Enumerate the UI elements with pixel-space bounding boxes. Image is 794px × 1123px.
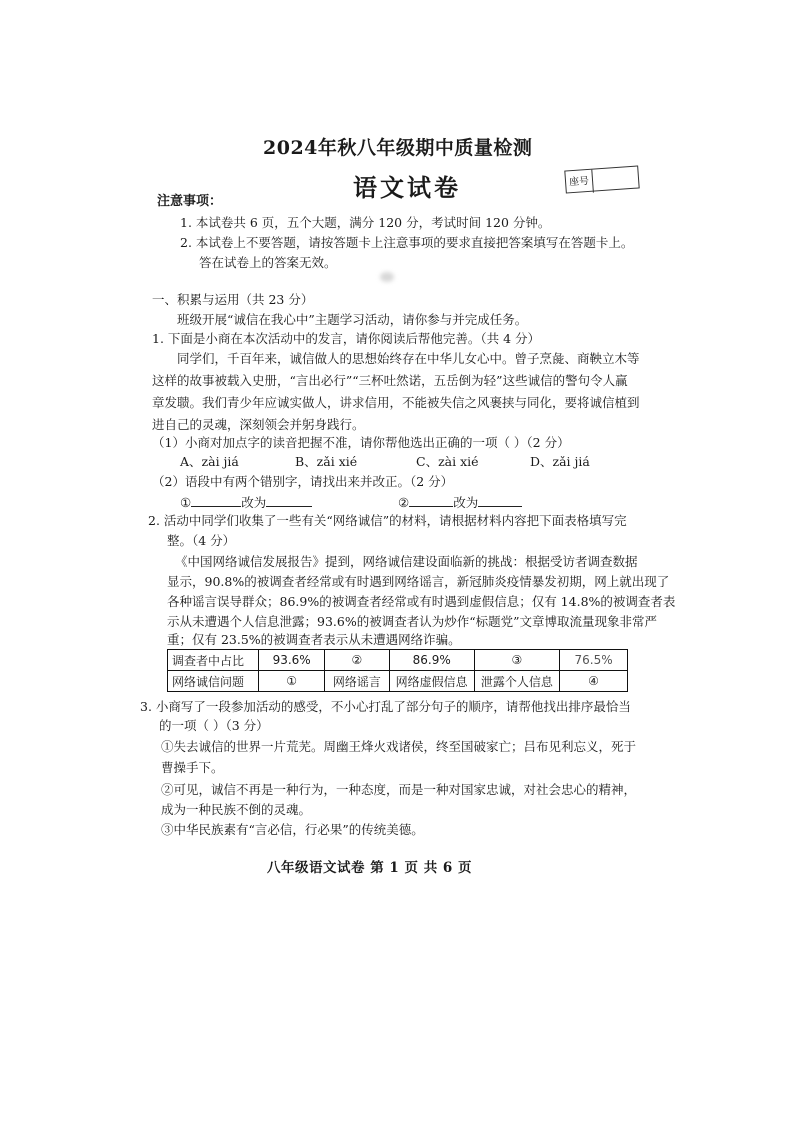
q3-sentence-1: ①失去诚信的世界一片荒芜。周幽王烽火戏诸侯，终至国破家亡；吕布见利忘义，死于 [161,739,637,754]
q3-sentence-2-cont: 成为一种民族不倒的灵魂。 [161,802,312,817]
table-cell: 网络诚信问题 [168,671,259,692]
q3-sentence-3: ③中华民族素有“言必信，行必果”的传统美德。 [161,822,424,837]
table-cell: ④ [560,671,628,692]
notice-item-2-cont: 答在试卷上的答案无效。 [199,255,337,270]
q1-option-d: D、zǎi jiá [530,454,590,469]
blank-line [409,492,453,507]
change-to-label: 改为 [241,495,267,510]
table-cell: 93.6% [259,650,325,671]
exam-subtitle: 语文试卷 [353,173,461,202]
q2-material-line: 《中国网络诚信发展报告》提到，网络诚信建设面临新的挑战：根据受访者调查数据 [175,554,638,569]
table-cell: 网络谣言 [325,671,390,692]
q3-stem-line1: 3. 小商写了一段参加活动的感受，不小心打乱了部分句子的顺序，请帮他找出排序最恰当 [140,699,631,714]
q2-material-line: 示从未遭遇个人信息泄露；93.6%的被调查者认为炒作“标题党”文章博取流量现象非常严 [167,614,657,629]
seat-number-box [564,165,639,193]
circle-number-2: ② [398,495,410,510]
section1-heading: 一、积累与运用（共 23 分） [152,292,314,307]
q2-stem-line1: 2. 活动中同学们收集了一些有关“网络诚信”的材料，请根据材料内容把下面表格填写完 [148,513,627,528]
table-cell: ① [259,671,325,692]
q1-correction-1 [180,492,312,513]
scan-smudge [380,272,394,282]
blank-line [478,492,522,507]
q2-material-line: 显示，90.8%的被调查者经常或有时遇到网络谣言，新冠肺炎疫情暴发初期，网上就出现了 [167,574,670,589]
q1-sub2-stem: （2）语段中有两个错别字，请找出来并改正。（2 分） [152,474,454,489]
seat-label: 座号 [568,170,594,195]
table-cell: 调查者中占比 [168,650,259,671]
table-cell: 76.5% [560,650,628,671]
q1-stem: 1. 下面是小商在本次活动中的发言，请你阅读后帮他完善。（共 4 分） [152,331,541,346]
q2-material-line: 各种谣言误导群众；86.9%的被调查者经常或有时遇到虚假信息；仅有 14.8%的被调查者表 [167,594,676,609]
notice-heading: 注意事项： [157,194,223,209]
q3-stem-line2: 的一项（ ）（3 分） [159,718,269,733]
section1-intro: 班级开展“诚信在我心中”主题学习活动，请你参与并完成任务。 [177,312,528,327]
table-cell: 86.9% [389,650,474,671]
notice-item-2: 2. 本试卷上不要答题，请按答题卡上注意事项的要求直接把答案填写在答题卡上。 [180,235,634,250]
table-cell: ③ [474,650,559,671]
q1-passage-line: 章发聩。我们青少年应诚实做人，讲求信用，不能被失信之风裹挟与同化，要将诚信植到 [152,395,640,410]
q1-passage-line: 进自己的灵魂，深刻领会并躬身践行。 [152,417,365,432]
q2-stem-line2: 整。（4 分） [167,533,236,548]
table-cell: ② [325,650,390,671]
q1-option-c: C、zài xié [416,454,479,469]
survey-table [167,649,628,692]
circle-number-1: ① [180,495,192,510]
q3-sentence-2: ②可见，诚信不再是一种行为，一种态度，而是一种对国家忠诚，对社会忠心的精神， [161,782,637,797]
q1-passage-line: 这样的故事被载入史册，“言出必行”“三杯吐然诺，五岳倒为轻”这些诚信的警句令人赢 [152,373,628,388]
change-to-label: 改为 [453,495,479,510]
table-cell: 泄露个人信息 [474,671,559,692]
page-footer: 八年级语文试卷 第 1 页 共 6 页 [267,860,472,876]
exam-title: 2024年秋八年级期中质量检测 [263,137,533,159]
q2-material-line: 重；仅有 23.5%的被调查者表示从未遭遇网络诈骗。 [167,632,461,647]
blank-line [266,492,312,507]
q1-sub1-stem: （1）小商对加点字的读音把握不准，请你帮他选出正确的一项（ ）（2 分） [152,435,570,450]
table-cell: 网络虚假信息 [389,671,474,692]
q3-sentence-1-cont: 曹操手下。 [161,760,224,775]
blank-line [191,492,241,507]
table-row [168,671,628,692]
q1-correction-2 [398,492,522,513]
q1-passage-line: 同学们，千百年来，诚信做人的思想始终存在中华儿女心中。曾子烹彘、商鞅立木等 [177,351,640,366]
notice-item-1: 1. 本试卷共 6 页，五个大题，满分 120 分，考试时间 120 分钟。 [180,215,551,230]
q1-option-b: B、zǎi xié [295,454,358,469]
q1-option-a: A、zài jiá [180,454,239,469]
table-row [168,650,628,671]
